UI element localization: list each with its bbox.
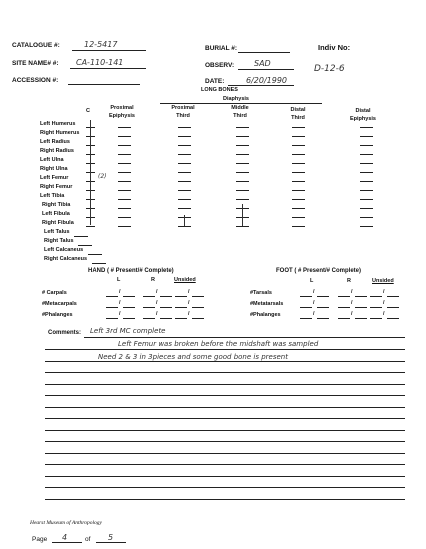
- date-value: 6/20/1990: [246, 76, 288, 85]
- count-present-blank: [175, 307, 187, 308]
- catalogue-underline: [72, 50, 146, 51]
- bone-blank: [118, 226, 131, 227]
- bone-blank: [118, 172, 131, 173]
- bone-blank: [360, 199, 373, 200]
- comment-rule: [45, 464, 405, 465]
- bone-blank: [236, 199, 249, 200]
- count-present-blank: [370, 307, 382, 308]
- bone-blank: [178, 226, 191, 227]
- bone-blank: [118, 136, 131, 137]
- row-left-humerus: Left Humerus: [40, 121, 76, 127]
- bone-blank: [292, 145, 305, 146]
- page-total: 5: [108, 533, 114, 542]
- comment-rule: [45, 372, 405, 373]
- fraction-slash: /: [383, 300, 385, 306]
- bone-blank: [118, 127, 131, 128]
- count-present-blank: [143, 307, 155, 308]
- row-left-tibia: Left Tibia: [40, 193, 65, 199]
- bone-blank: [178, 163, 191, 164]
- row-left-calcaneus: Left Calcaneus: [44, 247, 84, 253]
- bone-blank: [178, 199, 191, 200]
- fraction-slash: /: [313, 289, 315, 295]
- bone-blank: [236, 181, 249, 182]
- foot-title: FOOT ( # Present/# Complete): [276, 268, 362, 274]
- bone-blank: [118, 199, 131, 200]
- count-present-blank: [300, 318, 312, 319]
- bone-blank: [292, 199, 305, 200]
- count-complete-blank: [317, 296, 329, 297]
- bone-blank: [360, 190, 373, 191]
- bone-blank: [118, 217, 131, 218]
- count-complete-blank: [387, 307, 399, 308]
- fraction-slash: /: [188, 289, 190, 295]
- fraction-slash: /: [383, 311, 385, 317]
- col-distal-epiphysis: Distal Epiphysis: [350, 108, 376, 122]
- bone-blank: [236, 172, 249, 173]
- site-underline: [70, 68, 146, 69]
- bone-blank: [292, 208, 305, 209]
- col-proximal-third: Proximal Third: [171, 105, 195, 119]
- bone-blank: [292, 217, 305, 218]
- comment-rule: [45, 453, 405, 454]
- count-present-blank: [338, 307, 350, 308]
- bone-blank: [236, 190, 249, 191]
- count-present-blank: [143, 318, 155, 319]
- bone-blank: [292, 172, 305, 173]
- bone-blank: [118, 181, 131, 182]
- bone-blank: [292, 136, 305, 137]
- bone-blank: [118, 154, 131, 155]
- date-label: DATE:: [205, 78, 225, 85]
- comments-label: Comments:: [48, 330, 82, 336]
- fraction-slash: /: [156, 311, 158, 317]
- bone-blank: [360, 145, 373, 146]
- fraction-slash: /: [383, 289, 385, 295]
- count-present-blank: [143, 296, 155, 297]
- bone-blank: [178, 154, 191, 155]
- page-total-blank: [96, 542, 126, 543]
- bone-blank: [236, 127, 249, 128]
- bone-blank: [360, 136, 373, 137]
- burial-label: BURIAL #:: [205, 45, 238, 52]
- long-bones-title: LONG BONES: [201, 87, 238, 93]
- row-right-tibia: Right Tibia: [42, 202, 71, 208]
- count-present-blank: [338, 296, 350, 297]
- page-number-blank: [52, 542, 82, 543]
- bone-blank: [178, 190, 191, 191]
- comment-line-3: Need 2 & 3 in 3pieces and some good bone is present: [98, 353, 288, 361]
- bone-blank: [86, 226, 95, 227]
- bone-blank: [360, 181, 373, 182]
- count-present-blank: [370, 296, 382, 297]
- left-talus-blank: [74, 236, 88, 237]
- comment-rule: [45, 361, 405, 362]
- bone-blank: [292, 154, 305, 155]
- bone-blank: [360, 163, 373, 164]
- indiv-label: Indiv No:: [318, 43, 351, 52]
- row-right-ulna: Right Ulna: [40, 166, 68, 172]
- foot-col-unsided: Unsided: [372, 278, 394, 284]
- row-left-femur: Left Femur: [40, 175, 69, 181]
- page-number: 4: [62, 533, 68, 542]
- row-right-radius: Right Radius: [40, 148, 74, 154]
- accession-underline: [68, 84, 140, 85]
- museum-name: Hearst Museum of Anthropology: [30, 520, 102, 526]
- row-right-fibula: Right Fibula: [42, 220, 74, 226]
- count-complete-blank: [192, 296, 204, 297]
- row-right-humerus: Right Humerus: [40, 130, 80, 136]
- fraction-slash: /: [119, 289, 121, 295]
- bone-blank: [178, 145, 191, 146]
- bone-blank: [118, 208, 131, 209]
- count-complete-blank: [123, 307, 135, 308]
- count-present-blank: [106, 318, 118, 319]
- c-column-tick-stroke: [90, 120, 91, 225]
- date-underline: [228, 85, 294, 86]
- bone-blank: [236, 226, 249, 227]
- bone-blank: [236, 163, 249, 164]
- page-label: Page: [32, 536, 48, 543]
- row-left-ulna: Left Ulna: [40, 157, 64, 163]
- hand-row-carpals: # Carpals: [42, 290, 67, 296]
- row-right-femur: Right Femur: [40, 184, 73, 190]
- comment-rule: [45, 418, 405, 419]
- row-right-calcaneus: Right Calcaneus: [44, 256, 88, 262]
- comment-rule: [84, 337, 405, 338]
- count-present-blank: [175, 318, 187, 319]
- bone-blank: [360, 208, 373, 209]
- col-proximal-epiphysis: Proximal Epiphysis: [109, 105, 135, 119]
- of-label: of: [85, 536, 91, 543]
- count-complete-blank: [123, 318, 135, 319]
- row-right-talus: Right Talus: [44, 238, 74, 244]
- fraction-slash: /: [156, 289, 158, 295]
- row-left-talus: Left Talus: [44, 229, 70, 235]
- foot-row-tarsals: #Tarsals: [250, 290, 272, 296]
- count-present-blank: [106, 307, 118, 308]
- bone-blank: [292, 163, 305, 164]
- catalogue-value: 12-5417: [84, 40, 118, 49]
- foot-col-r: R: [347, 278, 351, 284]
- bone-blank: [236, 154, 249, 155]
- diaphysis-label: Diaphysis: [223, 96, 249, 102]
- right-calcaneus-blank: [92, 263, 106, 264]
- burial-underline: [238, 52, 290, 53]
- bone-blank: [360, 217, 373, 218]
- hand-col-unsided: Unsided: [174, 277, 196, 283]
- accession-label: ACCESSION #:: [12, 77, 59, 84]
- count-complete-blank: [317, 307, 329, 308]
- count-complete-blank: [387, 296, 399, 297]
- comment-rule: [45, 407, 405, 408]
- fraction-slash: /: [119, 311, 121, 317]
- bone-blank: [292, 226, 305, 227]
- fraction-slash: /: [313, 311, 315, 317]
- hand-row-metacarpals: #Metacarpals: [42, 301, 77, 307]
- bone-blank: [360, 226, 373, 227]
- catalogue-label: CATALOGUE #:: [12, 42, 60, 49]
- hand-row-phalanges: #Phalanges: [42, 312, 73, 318]
- hand-col-r: R: [151, 277, 155, 283]
- site-value: CA-110-141: [76, 58, 124, 67]
- comment-rule: [45, 476, 405, 477]
- foot-col-l: L: [310, 278, 314, 284]
- middle-third-tick-stroke: [242, 204, 243, 226]
- fraction-slash: /: [188, 300, 190, 306]
- row-left-fibula: Left Fibula: [42, 211, 70, 217]
- indiv-value: D-12-6: [314, 64, 345, 74]
- count-complete-blank: [355, 307, 367, 308]
- count-complete-blank: [160, 296, 172, 297]
- count-present-blank: [370, 318, 382, 319]
- fraction-slash: /: [119, 300, 121, 306]
- left-calcaneus-blank: [88, 254, 102, 255]
- femur-note: (2): [98, 173, 107, 180]
- bone-blank: [118, 190, 131, 191]
- bone-blank: [360, 172, 373, 173]
- comment-line-1: Left 3rd MC complete: [90, 327, 166, 335]
- comment-rule: [45, 349, 405, 350]
- bone-blank: [118, 163, 131, 164]
- observ-value: SAD: [254, 59, 271, 68]
- count-complete-blank: [160, 307, 172, 308]
- observ-underline: [238, 69, 294, 70]
- fraction-slash: /: [188, 311, 190, 317]
- bone-blank: [292, 190, 305, 191]
- bone-blank: [178, 127, 191, 128]
- bone-blank: [118, 145, 131, 146]
- comment-rule: [45, 384, 405, 385]
- bone-blank: [236, 136, 249, 137]
- count-complete-blank: [317, 318, 329, 319]
- comment-rule: [45, 395, 405, 396]
- count-present-blank: [106, 296, 118, 297]
- count-complete-blank: [355, 296, 367, 297]
- bone-blank: [292, 181, 305, 182]
- comment-rule: [45, 441, 405, 442]
- count-present-blank: [175, 296, 187, 297]
- proximal-third-tick-stroke: [184, 215, 185, 226]
- bone-blank: [178, 172, 191, 173]
- comment-rule: [45, 499, 405, 500]
- comment-rule: [45, 430, 405, 431]
- fraction-slash: /: [156, 300, 158, 306]
- hand-title: HAND ( # Present/# Complete): [88, 268, 174, 274]
- count-complete-blank: [192, 318, 204, 319]
- col-distal-third: Distal Third: [290, 107, 306, 121]
- fraction-slash: /: [351, 300, 353, 306]
- count-complete-blank: [192, 307, 204, 308]
- count-complete-blank: [355, 318, 367, 319]
- c-column-label: C: [86, 108, 90, 114]
- hand-col-l: L: [117, 277, 121, 283]
- count-present-blank: [300, 296, 312, 297]
- count-present-blank: [338, 318, 350, 319]
- count-complete-blank: [160, 318, 172, 319]
- comment-rule: [45, 487, 405, 488]
- bone-blank: [178, 136, 191, 137]
- bone-blank: [178, 208, 191, 209]
- site-label: SITE NAME# #:: [12, 60, 59, 67]
- col-middle-third: Middle Third: [231, 105, 249, 119]
- foot-row-phalanges: #Phalanges: [250, 312, 281, 318]
- count-present-blank: [300, 307, 312, 308]
- fraction-slash: /: [351, 289, 353, 295]
- bone-blank: [236, 145, 249, 146]
- bone-blank: [360, 127, 373, 128]
- bone-blank: [178, 181, 191, 182]
- count-complete-blank: [123, 296, 135, 297]
- right-talus-blank: [78, 245, 92, 246]
- fraction-slash: /: [351, 311, 353, 317]
- bone-blank: [292, 127, 305, 128]
- fraction-slash: /: [313, 300, 315, 306]
- bone-blank: [360, 154, 373, 155]
- observ-label: OBSERV:: [205, 62, 235, 69]
- row-left-radius: Left Radius: [40, 139, 70, 145]
- foot-row-metatarsals: #Metatarsals: [250, 301, 284, 307]
- count-complete-blank: [387, 318, 399, 319]
- comment-line-2: Left Femur was broken before the midshaft was sampled: [118, 340, 319, 348]
